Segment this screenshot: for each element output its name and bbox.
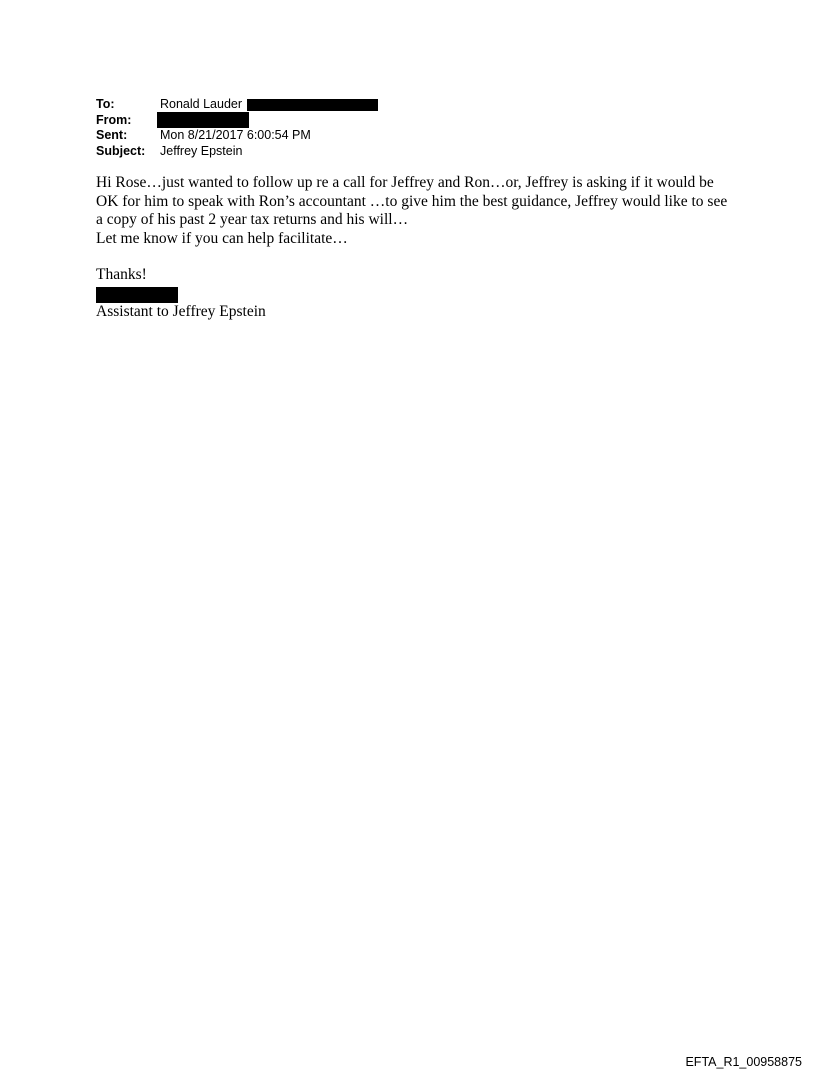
subject-value: Jeffrey Epstein bbox=[160, 143, 243, 158]
subject-label: Subject: bbox=[96, 143, 146, 158]
to-label: To: bbox=[96, 97, 115, 111]
redaction-box-signature-name bbox=[96, 287, 178, 303]
body-paragraph: Let me know if you can help facilitate… bbox=[96, 229, 348, 247]
sent-label: Sent: bbox=[96, 128, 128, 142]
from-label: From: bbox=[96, 112, 132, 127]
document-id: EFTA_R1_00958875 bbox=[685, 1055, 802, 1069]
email-body bbox=[96, 174, 736, 248]
email-closing: Thanks! bbox=[96, 266, 147, 283]
redaction-box-from bbox=[157, 112, 249, 128]
body-paragraph: Hi Rose…just wanted to follow up re a call for Jeffrey and Ron…or, Jeffrey is asking if it would be OK for him to speak with Ron’s accountant …to give him the best guidance, Jeffrey would like to see a copy of his past 2 year tax returns and his will… bbox=[96, 174, 728, 228]
redaction-box-to-address bbox=[247, 99, 378, 111]
sent-value: Mon 8/21/2017 6:00:54 PM bbox=[160, 128, 311, 142]
to-value: Ronald Lauder bbox=[160, 97, 243, 111]
signature-title: Assistant to Jeffrey Epstein bbox=[96, 303, 266, 320]
